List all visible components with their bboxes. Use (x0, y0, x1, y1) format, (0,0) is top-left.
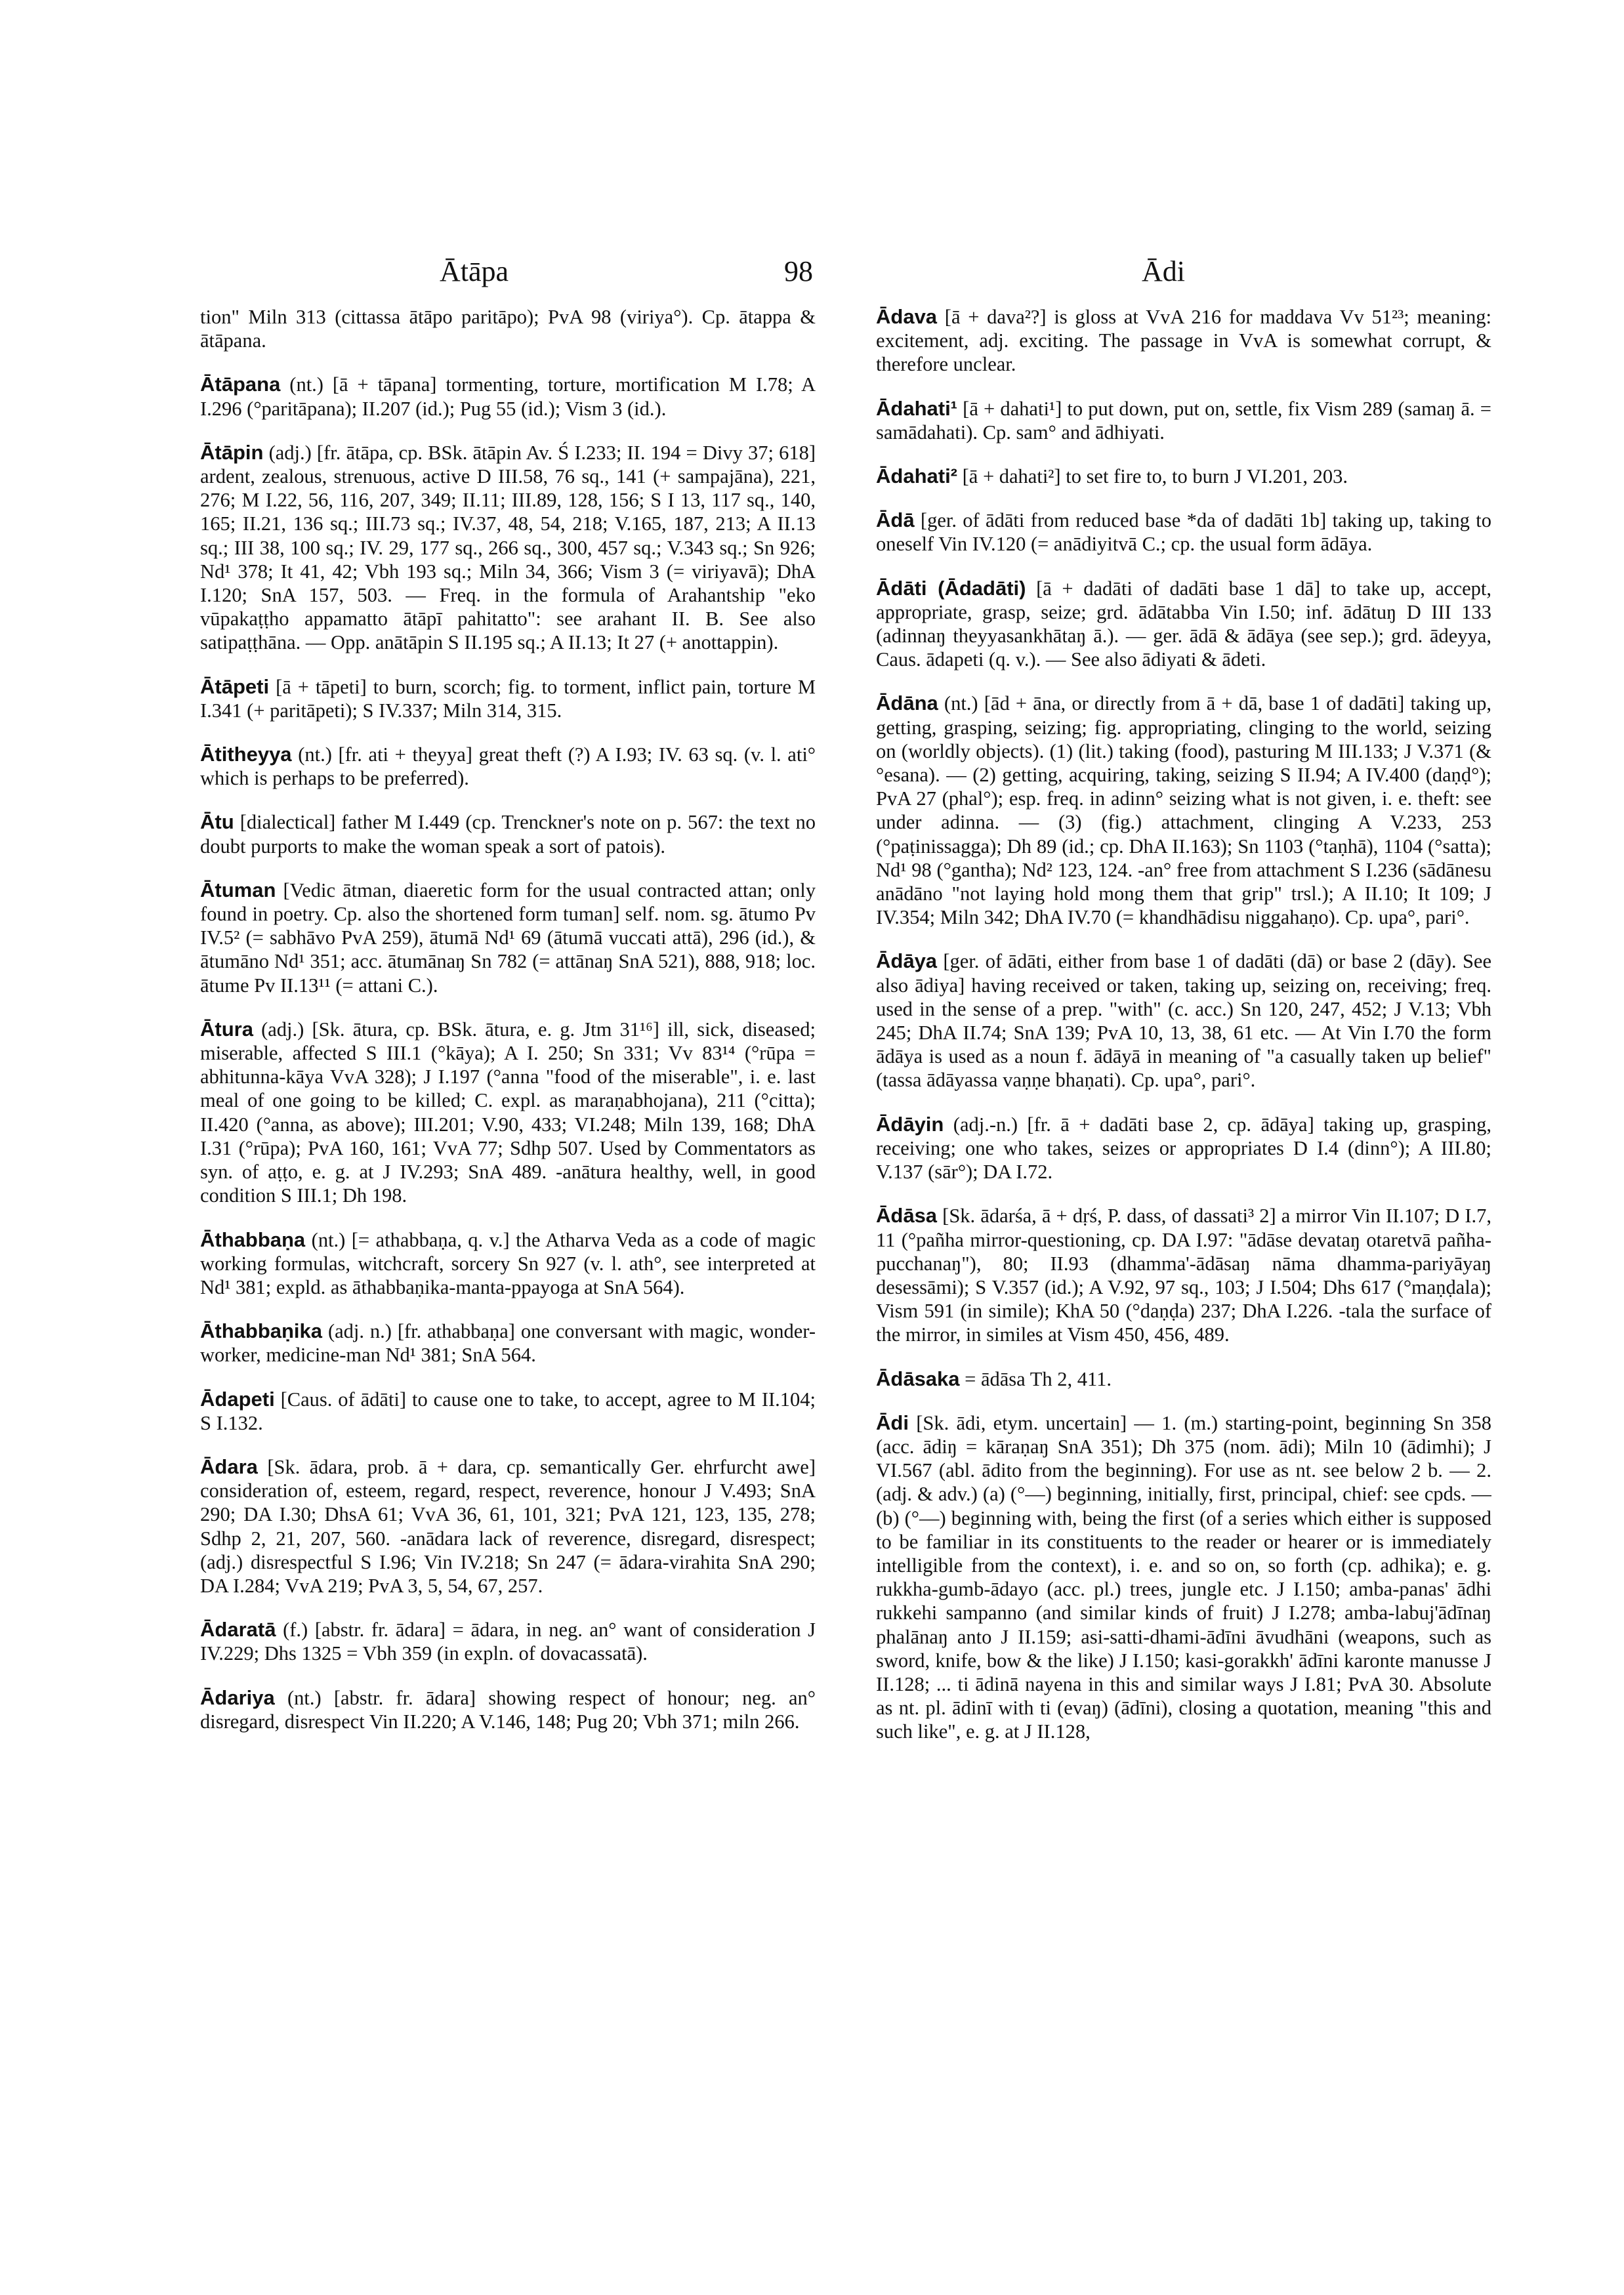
dictionary-entry (876, 508, 1491, 556)
entry-definition: [ā + dahati²] to set fire to, to burn J VI.201, 203. (962, 465, 1348, 488)
dictionary-entry (876, 1411, 1491, 1744)
entry-definition: (nt.) [= athabbaṇa, q. v.] the Atharva Veda as a code of magic working formulas, witchcraft, sorcery Sn 927 (v. l. ath°, see interpreted at Nd¹ 381; expld. as āthabbaṇika-manta-ppayoga at SnA 564). (200, 1228, 816, 1298)
entry-headword: Ādariya (200, 1685, 275, 1709)
dictionary-entry (876, 397, 1491, 444)
dictionary-entry (876, 465, 1491, 488)
entry-definition: (adj. n.) [fr. athabbaṇa] one conversant with magic, wonder-worker, medicine-man Nd¹ 381; SnA 564. (200, 1320, 816, 1367)
dictionary-entry (876, 692, 1491, 929)
dictionary-entry (200, 810, 816, 858)
dictionary-entry (876, 1367, 1491, 1391)
entry-headword: Ādahati² (876, 465, 957, 488)
entry-headword: Ādāna (876, 692, 938, 715)
page-number: 98 (784, 255, 813, 287)
running-head (200, 255, 1468, 300)
entry-definition: (adj.) [Sk. ātura, cp. BSk. ātura, e. g. Jtm 31¹⁶] ill, sick, diseased; miserable, affected S III.1 (°kāya); A I. 250; Sn 331; Vv 83¹⁴ (°rūpa = abhitunna-kāya VvA 328); J I.197 (°anna "food of the miserable", i. e. last meal of one going to be killed; C. expl. as maraṇabhojana), 211 (°citta); II.420 (°anna, as above); III.201; V.90, 433; VI.248; Miln 139, 168; DhA I.31 (°rūpa); PvA 160, 161; VvA 77; Sdhp 507. Used by Commentators as syn. of aṭṭo, e. g. at J IV.293; SnA 489. -anātura healthy, well, in good condition S III.1; Dh 198. (200, 1018, 816, 1207)
entry-headword: Āthabbaṇa (200, 1228, 306, 1251)
entry-definition: (adj.-n.) [fr. ā + dadāti base 2, cp. ādāya] taking up, grasping, receiving; one who takes, seizes or appropriates D I.4 (dinn°); A III.80; V.137 (sār°); DA I.72. (876, 1113, 1491, 1184)
dictionary-entry (200, 675, 816, 722)
entry-headword: Ātu (200, 810, 234, 834)
entry-headword: Ādi (876, 1411, 909, 1434)
entry-headword: Ādahati¹ (876, 396, 957, 420)
entry-headword: Ātura (200, 1017, 253, 1041)
entry-definition: = ādāsa Th 2, 411. (965, 1367, 1112, 1390)
running-head-left-headword: Ātāpa (440, 255, 509, 287)
entry-headword: Ādaratā (200, 1618, 276, 1642)
entry-definition: [ger. of ādāti, either from base 1 of dadāti (dā) or base 2 (dāy). See also ādiya] having received or taken, taking up, seizing on, receiving; freq. used in the sense of a prep. "with" (c. acc.) Sn 120, 247, 452; J V.13; Vbh 245; DhA II.74; SnA 139; PvA 10, 13, 38, 61 etc. — At Vin I.70 the form ādāya is used as a noun f. ādāyā in meaning of "a casually taken up belief" (tassa ādāyassa vaṇṇe bhaṇati). Cp. upa°, pari°. (876, 950, 1491, 1092)
entry-headword: Ādāsaka (876, 1367, 960, 1390)
dictionary-entry (200, 1388, 816, 1435)
left-column (200, 305, 816, 2175)
entry-definition: (nt.) [ā + tāpana] tormenting, torture, mortification M I.78; A I.296 (°paritāpana); II.207 (id.); Pug 55 (id.); Vism 3 (id.). (200, 373, 816, 420)
entry-definition: [Sk. ādara, prob. ā + dara, cp. semantically Ger. ehrfurcht awe] consideration of, esteem, regard, respect, reverence, honour J V.493; SnA 290; DA I.30; DhsA 61; VvA 36, 61, 101, 321; PvA 121, 123, 135, 278; Sdhp 2, 21, 207, 560. -anādara lack of reverence, disregard, disrespect; (adj.) disrespectful S I.96; Vin IV.218; Sn 247 (= ādara-virahita SnA 290; DA I.284; VvA 219; PvA 3, 5, 54, 67, 257. (200, 1455, 816, 1597)
dictionary-entry (200, 879, 816, 997)
entry-headword: Ādapeti (200, 1387, 275, 1411)
dictionary-entry (200, 1018, 816, 1208)
dictionary-entry (876, 305, 1491, 377)
entry-definition: [dialectical] father M I.449 (cp. Trenckner's note on p. 567: the text no doubt purports to make the woman speak a sort of patois). (200, 811, 816, 858)
dictionary-entry (200, 1686, 816, 1733)
entry-definition: (adj.) [fr. ātāpa, cp. BSk. ātāpin Av. Ś I.233; II. 194 = Divy 37; 618] ardent, zealous, strenuous, active D III.58, 76 sq., 141 (+ sampajāna), 221, 276; M I.22, 56, 116, 207, 349; II.11; III.89, 128, 156; S I 13, 117 sq., 140, 165; II.21, 136 sq.; III.73 sq.; IV.37, 48, 54, 218; V.165, 187, 213; A II.13 sq.; III 38, 100 sq.; IV. 29, 177 sq., 266 sq., 300, 457 sq.; V.343 sq.; Sn 926; Nd¹ 378; It 41, 42; Vbh 193 sq.; Miln 34, 366; Vism 3 (= viriyavā); DhA I.120; SnA 157, 503. — Freq. in the formula of Arahantship "eko vūpakaṭṭho appamatto ātāpī pahitatto": see arahant II. B. See also satipaṭṭhāna. — Opp. anātāpin S II.195 sq.; A II.13; It 27 (+ anottappin). (200, 441, 816, 654)
entry-definition: [Sk. ādarśa, ā + dṛś, P. dass, of dassati³ 2] a mirror Vin II.107; D I.7, 11 (°pañha mirror-questioning, cp. DA I.97: "ādāse devataŋ otaretvā pañha-pucchanaŋ"), 80; II.93 (dhamma'-ādāsaŋ nāma dhamma-pariyāyaŋ desessāmi); S V.357 (id.); A V.92, 97 sq., 103; J I.504; Dhs 617 (°maṇḍala); Vism 591 (in simile); KhA 50 (°daṇḍa) 237; DhA I.226. -tala the surface of the mirror, in similes at Vism 450, 456, 489. (876, 1205, 1491, 1346)
entry-definition: [ā + tāpeti] to burn, scorch; fig. to torment, inflict pain, torture M I.341 (+ paritāpeti); S IV.337; Miln 314, 315. (200, 675, 816, 722)
entry-headword: Ādara (200, 1455, 258, 1478)
entry-headword: Ātāpeti (200, 674, 270, 698)
entry-definition: (f.) [abstr. fr. ādara] = ādara, in neg. an° want of consideration J IV.229; Dhs 1325 = Vbh 359 (in expln. of dovacassatā). (200, 1619, 816, 1665)
dictionary-entry (200, 373, 816, 420)
entry-definition: [Sk. ādi, etym. uncertain] — 1. (m.) starting-point, beginning Sn 358 (acc. ādiŋ = kāraṇaŋ SnA 351); Dh 375 (nom. ādi); Miln 10 (ādimhi); J VI.567 (abl. ādito from the beginning). For use as nt. see below 2 b. — 2. (adj. & adv.) (a) (°—) beginning, initially, first, principal, chief: see cpds. — (b) (°—) beginning with, being the first (of a series which either is supposed to be familiar in its constituents to the reader or hearer or is immediately intelligible from the context), i. e. and so on, so forth (cp. adhika); e. g. rukkha-gumb-ādayo (acc. pl.) trees, jungle etc. J I.150; amba-panas' ādhi rukkehi sampanno (and similar kinds of fruit) J I.278; amba-labuj'ādīnaŋ phalānaŋ anto J II.159; asi-satti-dhami-ādīni āvudhāni (weapons, such as sword, knife, bow & the like) J I.150; kasi-gorakkh' ādīni karonte manusse J II.128; ... ti ādinā nayena in this and similar ways J I.81; PvA 30. Absolute as nt. pl. ādinī with ti (evaŋ) (ādīni), closing a quotation, meaning "this and such like", e. g. at J II.128, (876, 1411, 1491, 1743)
entry-headword: Ādāyin (876, 1112, 944, 1136)
dictionary-entry (200, 1618, 816, 1665)
entry-headword: Āthabbaṇika (200, 1319, 323, 1343)
entry-headword: Ādāya (876, 949, 938, 973)
entry-headword: Ādāti (Ādadāti) (876, 576, 1026, 600)
dictionary-entry (876, 949, 1491, 1092)
dictionary-entry (200, 441, 816, 655)
dictionary-entry (200, 1455, 816, 1598)
entry-definition: [ger. of ādāti from reduced base *da of dadāti 1b] taking up, taking to oneself Vin IV.120 (= anādiyitvā C.; cp. the usual form ādāya. (876, 509, 1491, 556)
entry-headword: Ādava (876, 305, 938, 328)
dictionary-entry (200, 1319, 816, 1367)
entry-definition: [ā + dadāti of dadāti base 1 dā] to take up, accept, appropriate, grasp, seize; grd. ādātabba Vin I.50; inf. ādātuŋ D III 133 (adinnaŋ theyyasankhātaŋ ā.). — ger. ādā & ādāya (see sep.); grd. ādeyya, Caus. ādapeti (q. v.). — See also ādiyati & ādeti. (876, 577, 1491, 671)
entry-headword: Ātāpin (200, 440, 264, 464)
entry-headword: Ādā (876, 508, 915, 532)
entry-headword: Ātāpana (200, 373, 281, 396)
dictionary-entry (876, 1113, 1491, 1184)
entry-headword: Ātuman (200, 878, 276, 901)
entry-definition: (nt.) [ād + āna, or directly from ā + dā, base 1 of dadāti] taking up, getting, grasping, seizing; fig. appropriating, clinging to the world, seizing on (worldly objects). (1) (lit.) taking (food), pasturing M III.133; J V.371 (& °esana). — (2) getting, acquiring, taking, seizing S II.94; A IV.400 (daṇḍ°); PvA 27 (phal°); esp. freq. in adinn° seizing what is not given, i. e. theft: see under adinna. — (3) (fig.) attachment, clinging A V.233, 253 (°paṭinissagga); Dh 89 (id.; cp. DhA II.163); Sn 1103 (°taṇhā), 1104 (°satta); Nd¹ 98 (°gantha); Nd² 123, 124. -an° free from attachment S I.236 (sādānesu anādāno "not laying hold mong them that grip" trsl.); A II.10; It 109; J IV.354; Miln 342; DhA IV.70 (= khandhādisu niggahaṇo). Cp. upa°, pari°. (876, 692, 1491, 929)
dictionary-entry (200, 743, 816, 790)
entry-definition: (nt.) [abstr. fr. ādara] showing respect of honour; neg. an° disregard, disrespect Vin II.220; A V.146, 148; Pug 20; Vbh 371; miln 266. (200, 1686, 816, 1733)
entry-definition: [Caus. of ādāti] to cause one to take, to accept, agree to M II.104; S I.132. (200, 1388, 816, 1434)
right-column (876, 305, 1491, 2175)
dictionary-entry (876, 577, 1491, 672)
entry-definition: (nt.) [fr. ati + theyya] great theft (?) A I.93; IV. 63 sq. (v. l. ati° which is perhaps to be preferred). (200, 743, 816, 790)
entry-headword: Ādāsa (876, 1204, 938, 1228)
running-head-right-headword: Ādi (1142, 255, 1185, 287)
entry-definition: [ā + dahati¹] to put down, put on, settle, fix Vism 289 (samaŋ ā. = samādahati). Cp. sam° and ādhiyati. (876, 397, 1491, 444)
dictionary-entry (876, 1204, 1491, 1346)
entry-definition: [ā + dava²?] is gloss at VvA 216 for maddava Vv 51²³; meaning: excitement, adj. exciting. The passage in VvA is somewhat corrupt, & therefore unclear. (876, 306, 1491, 376)
entry-definition: [Vedic ātman, diaeretic form for the usual contracted attan; only found in poetry. Cp. also the shortened form tuman] self. nom. sg. ātumo Pv IV.5² (= sabhāvo PvA 259), ātumā Nd¹ 69 (ātumā vuccati attā), 296 (id.), & ātumāno Nd¹ 351; acc. ātumānaŋ Sn 782 (= attānaŋ SnA 521), 888, 918; loc. ātume Pv II.13¹¹ (= attani C.). (200, 879, 816, 997)
dictionary-entry (200, 305, 816, 352)
entry-headword: Ātitheyya (200, 743, 292, 766)
dictionary-entry (200, 1228, 816, 1300)
entry-definition: tion" Miln 313 (cittassa ātāpo paritāpo); PvA 98 (viriya°). Cp. ātappa & ātāpana. (200, 306, 816, 352)
